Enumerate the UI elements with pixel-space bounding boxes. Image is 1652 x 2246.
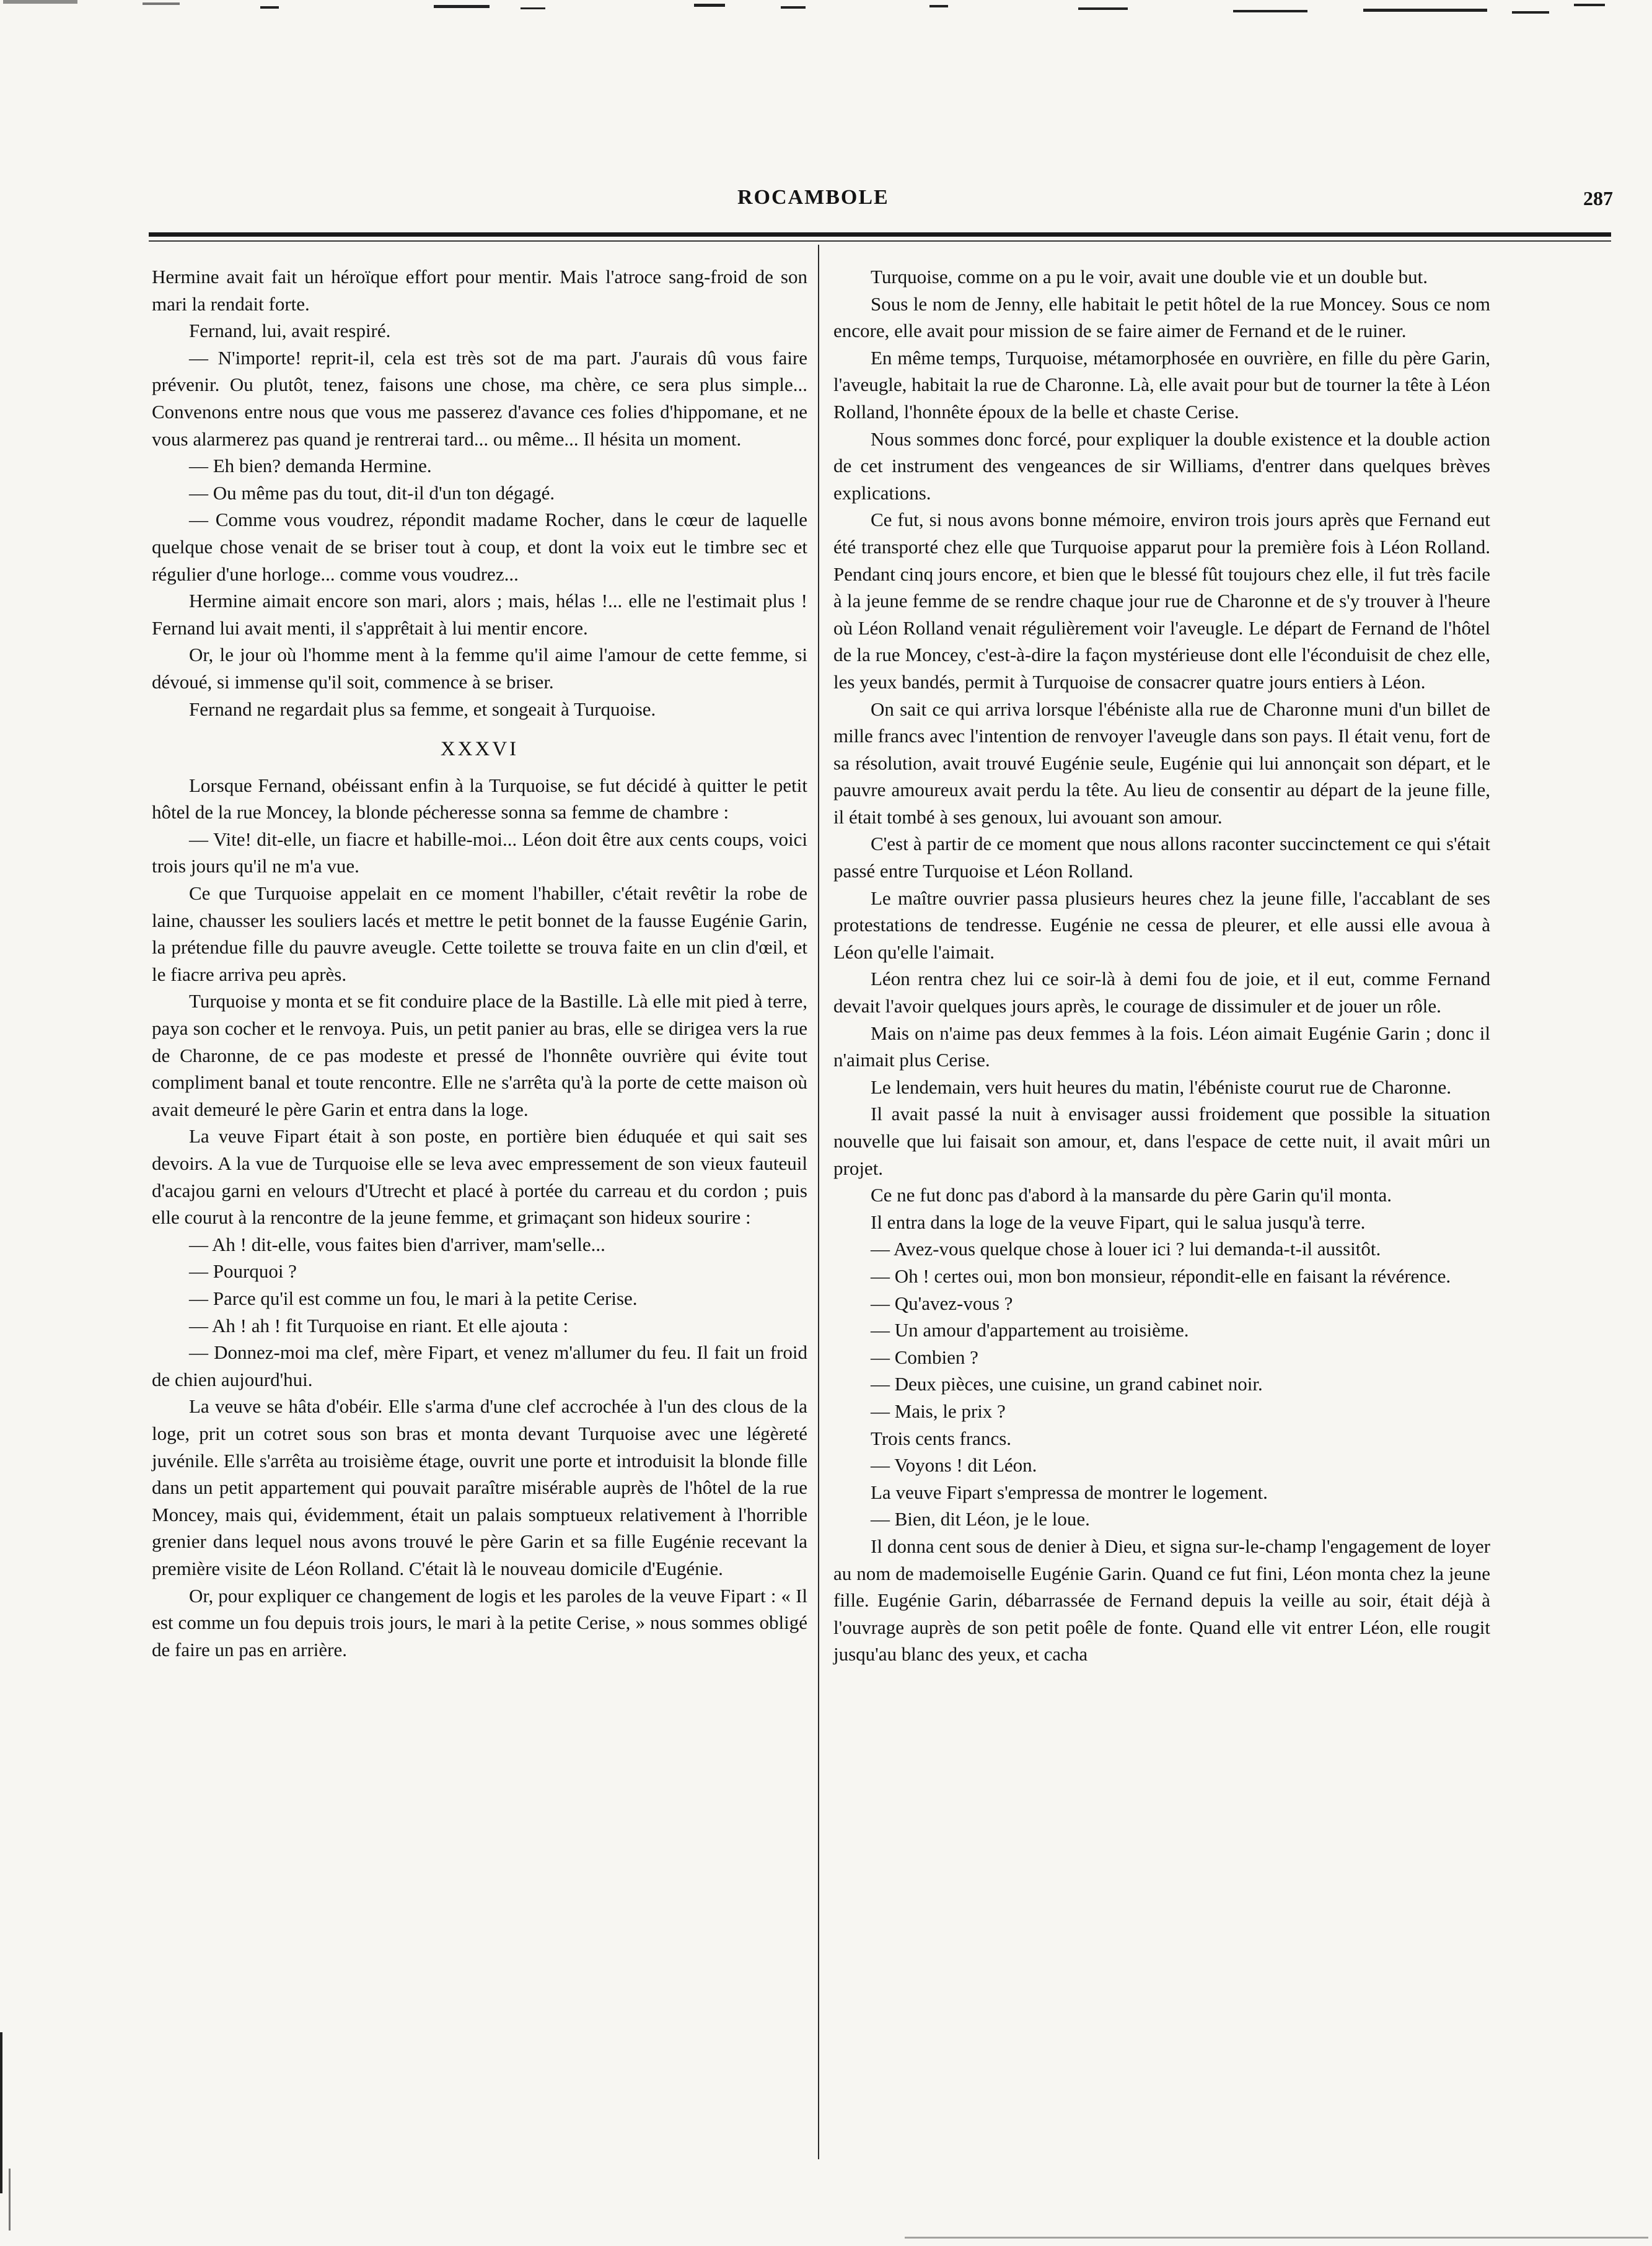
paragraph: — Comme vous voudrez, répondit madame Rocher, dans le cœur de laquelle quelque chose venait de se briser tout à coup, et dont la voix eut le timbre sec et régulier d'une horloge... comme vous voudrez...: [152, 509, 807, 585]
paragraph: Il avait passé la nuit à envisager aussi froidement que possible la situation nouvelle que lui faisait son amour, et, dans l'espace de cette nuit, il avait mûri un projet.: [833, 1103, 1490, 1179]
left-column: [152, 263, 807, 1663]
right-column: [833, 263, 1490, 1668]
paragraph: — N'importe! reprit-il, cela est très sot de ma part. J'aurais dû vous faire prévenir. Ou plutôt, tenez, faisons une chose, ma chère, ce sera plus simple... Convenons entre nous que vous me passerez d'avance ces folies d'hippomane, et ne vous alarmerez pas quand je rentrerai tard... ou même... Il hésita un moment.: [152, 346, 807, 450]
paragraph: — Deux pièces, une cuisine, un grand cabinet noir.: [871, 1373, 1263, 1395]
paragraph: Hermine avait fait un héroïque effort pour mentir. Mais l'atroce sang-froid de son mari la rendait forte.: [152, 266, 807, 315]
column-divider: [818, 245, 819, 2159]
paragraph: Lorsque Fernand, obéissant enfin à la Turquoise, se fut décidé à quitter le petit hôtel de la rue Moncey, la blonde pécheresse sonna sa femme de chambre :: [152, 774, 807, 823]
running-header-title: ROCAMBOLE: [737, 186, 889, 209]
paragraph: Sous le nom de Jenny, elle habitait le petit hôtel de la rue Moncey. Sous ce nom encore, elle avait pour mission de se faire aimer de Fernand et de le ruiner.: [833, 292, 1490, 342]
paragraph: — Voyons ! dit Léon.: [871, 1454, 1037, 1476]
paragraph: — Oh ! certes oui, mon bon monsieur, répondit-elle en faisant la révérence.: [871, 1265, 1451, 1287]
paragraph: On sait ce qui arriva lorsque l'ébéniste alla rue de Charonne muni d'un billet de mille francs avec l'intention de renvoyer l'aveugle dans son pays. Il était venu, fort de sa résolution, avait trouvé Eugénie seule, Eugénie qui lui annonçait son départ, et le pauvre amoureux avait perdu la tête. Au lieu de consentir au départ de la jeune fille, il était tombé à ses genoux, lui avouant son amour.: [833, 698, 1490, 828]
paragraph: — Un amour d'appartement au troisième.: [871, 1319, 1189, 1341]
paragraph: Le maître ouvrier passa plusieurs heures chez la jeune fille, l'accablant de ses protestations de tendresse. Eugénie ne cessa de pleurer, et elle aussi elle avoua à Léon qu'elle l'aimait.: [833, 887, 1490, 963]
paragraph: Nous sommes donc forcé, pour expliquer la double existence et la double action de cet instrument des vengeances de sir Williams, d'entrer dans quelques brèves explications.: [833, 428, 1490, 504]
page-number: 287: [1583, 187, 1613, 209]
paragraph: Ce fut, si nous avons bonne mémoire, environ trois jours après que Fernand eut été transporté chez elle que Turquoise apparut pour la première fois à Léon Rolland. Pendant cinq jours encore, et bien que le blessé fût toujours chez elle, il fut très facile à la jeune femme de se rendre chaque jour rue de Charonne et de s'y trouver à l'heure où Léon Rolland venait régulièrement voir l'aveugle. Le départ de Fernand de l'hôtel de la rue Moncey, c'est-à-dire la façon mystérieuse dont elle l'éconduisit de chez elle, les yeux bandés, permit à Turquoise de consacrer quatre jours entiers à Léon.: [833, 509, 1490, 693]
paragraph: — Bien, dit Léon, je le loue.: [871, 1508, 1090, 1530]
paragraph: Or, le jour où l'homme ment à la femme qu'il aime l'amour de cette femme, si dévoué, si immense qu'il soit, commence à se briser.: [152, 644, 807, 693]
paragraph: La veuve se hâta d'obéir. Elle s'arma d'une clef accrochée à l'un des clous de la loge, prit un cotret sous son bras et monta devant Turquoise avec une légèreté juvénile. Elle s'arrêta au troisième étage, ouvrit une porte et introduisit la blonde fille dans un petit appartement qui pouvait paraître misérable auprès de l'hôtel de la rue Moncey, mais qui, évidemment, était un palais somptueux relativement à l'horrible grenier dans lequel nous avons trouvé le père Garin et sa fille Eugénie recevant la première visite de Léon Rolland. C'était là le nouveau domicile d'Eugénie.: [152, 1395, 807, 1579]
paragraph: Ce ne fut donc pas d'abord à la mansarde du père Garin qu'il monta.: [871, 1184, 1392, 1206]
paragraph: Turquoise y monta et se fit conduire place de la Bastille. Là elle mit pied à terre, paya son cocher et le renvoya. Puis, un petit panier au bras, elle se dirigea vers la rue de Charonne, de ce pas modeste et pressé de l'honnête ouvrière qui évite tout compliment banal et toute rencontre. Elle ne s'arrêta qu'à la porte de cette maison où avait demeuré le père Garin et entra dans la loge.: [152, 990, 807, 1120]
paragraph: — Combien ?: [871, 1346, 978, 1368]
paragraph: Mais on n'aime pas deux femmes à la fois. Léon aimait Eugénie Garin ; donc il n'aimait plus Cerise.: [833, 1022, 1490, 1071]
paragraph: Fernand, lui, avait respiré.: [189, 320, 391, 342]
paragraph: — Ah ! ah ! fit Turquoise en riant. Et elle ajouta :: [189, 1314, 569, 1336]
paragraph: Trois cents francs.: [871, 1427, 1012, 1449]
paragraph: — Donnez-moi ma clef, mère Fipart, et venez m'allumer du feu. Il fait un froid de chien aujourd'hui.: [152, 1341, 807, 1390]
paragraph: — Mais, le prix ?: [871, 1400, 1006, 1422]
paragraph: Or, pour expliquer ce changement de logis et les paroles de la veuve Fipart : « Il est comme un fou depuis trois jours, le mari à la petite Cerise, » nous sommes obligé de faire un pas en arrière.: [152, 1584, 807, 1660]
paragraph: Il entra dans la loge de la veuve Fipart, qui le salua jusqu'à terre.: [871, 1211, 1366, 1233]
paragraph: Il donna cent sous de denier à Dieu, et signa sur-le-champ l'engagement de loyer au nom de mademoiselle Eugénie Garin. Quand ce fut fini, Léon monta chez la jeune fille. Eugénie Garin, débarrassée de Fernand depuis la veille au soir, était déjà à l'ouvrage auprès de son petit poêle de fonte. Quand elle vit entrer Léon, elle rougit jusqu'au blanc des yeux, et cacha: [833, 1535, 1490, 1665]
header-rule-thin: [149, 240, 1611, 242]
paragraph: Turquoise, comme on a pu le voir, avait une double vie et un double but.: [871, 266, 1428, 287]
paragraph: — Ah ! dit-elle, vous faites bien d'arriver, mam'selle...: [189, 1233, 605, 1255]
chapter-heading: XXXVI: [440, 738, 519, 761]
paragraph: — Avez-vous quelque chose à louer ici ? lui demanda-t-il aussitôt.: [871, 1238, 1381, 1260]
paragraph: En même temps, Turquoise, métamorphosée en ouvrière, en fille du père Garin, l'aveugle, habitait la rue de Charonne. Là, elle avait pour but de tourner la tête à Léon Rolland, l'honnête époux de la belle et chaste Cerise.: [833, 346, 1491, 423]
paragraph: — Vite! dit-elle, un fiacre et habille-moi... Léon doit être aux cents coups, voici trois jours qu'il ne m'a vue.: [152, 828, 807, 877]
paragraph: — Eh bien? demanda Hermine.: [189, 455, 432, 477]
header-rule: [149, 232, 1611, 237]
paragraph: Ce que Turquoise appelait en ce moment l'habiller, c'était revêtir la robe de laine, chausser les souliers lacés et mettre le petit bonnet de la fausse Eugénie Garin, la prétendue fille du pauvre aveugle. Cette toilette se trouva faite en un clin d'œil, et le fiacre arriva peu après.: [152, 882, 807, 985]
paragraph: Léon rentra chez lui ce soir-là à demi fou de joie, et il eut, comme Fernand devait l'avoir quelques jours après, le courage de dissimuler et de jouer un rôle.: [833, 968, 1490, 1017]
paragraph: C'est à partir de ce moment que nous allons raconter succinctement ce qui s'était passé entre Turquoise et Léon Rolland.: [833, 833, 1490, 882]
paragraph: — Parce qu'il est comme un fou, le mari à la petite Cerise.: [189, 1287, 638, 1309]
paragraph: La veuve Fipart s'empressa de montrer le logement.: [871, 1481, 1268, 1503]
paragraph: — Ou même pas du tout, dit-il d'un ton dégagé.: [189, 481, 555, 504]
paragraph: La veuve Fipart était à son poste, en portière bien éduquée et qui sait ses devoirs. A la vue de Turquoise elle se leva avec empressement de son vieux fauteuil d'acajou garni en velours d'Utrecht et placé à portée du carreau et du cordon ; puis elle courut à la rencontre de la jeune femme, et grimaçant son hideux sourire :: [152, 1125, 807, 1229]
paragraph: — Pourquoi ?: [189, 1260, 297, 1283]
paragraph: Le lendemain, vers huit heures du matin, l'ébéniste courut rue de Charonne.: [871, 1076, 1452, 1098]
paragraph: — Qu'avez-vous ?: [871, 1292, 1013, 1314]
paragraph: Hermine aimait encore son mari, alors ; mais, hélas !... elle ne l'estimait plus ! Fernand lui avait menti, il s'apprêtait à lui mentir encore.: [152, 590, 807, 639]
paragraph: Fernand ne regardait plus sa femme, et songeait à Turquoise.: [189, 698, 656, 720]
